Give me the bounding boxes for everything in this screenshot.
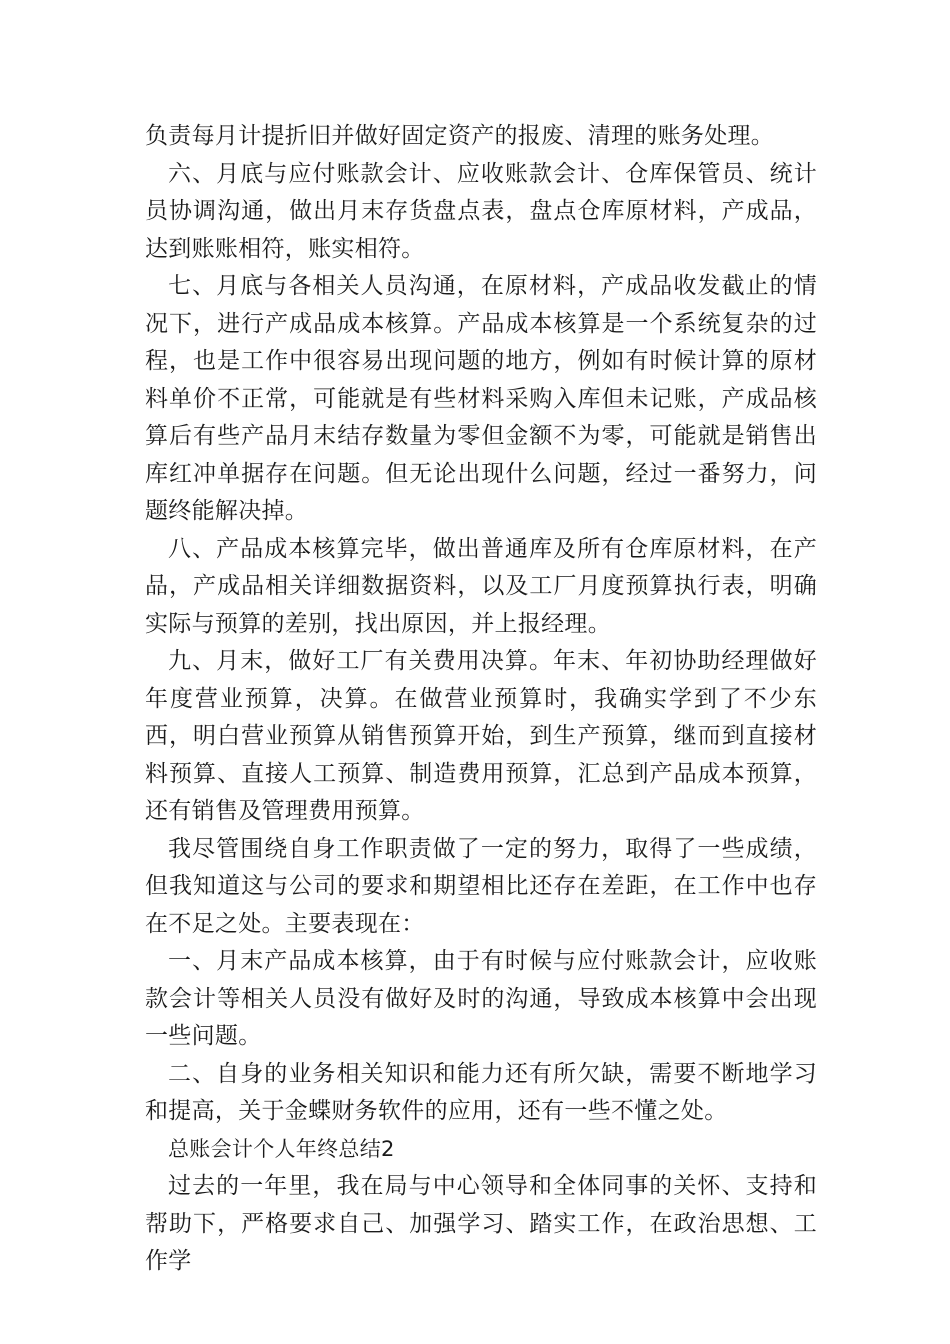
paragraph-shortcoming-1: 一、月末产品成本核算，由于有时候与应付账款会计，应收账款会计等相关人员没有做好及时的沟通，导致成本核算中会出现一些问题。 xyxy=(145,948,817,1049)
paragraph-item-7: 七、月底与各相关人员沟通，在原材料，产成品收发截止的情况下，进行产成品成本核算。产品成本核算是一个系统复杂的过程，也是工作中很容易出现问题的地方，例如有时候计算的原材料单价不正常，可能就是有些材料采购入库但未记账，产成品核算后有些产品月末结存数量为零但金额不为零，可能就是销售出库红冲单据存在问题。但无论出现什么问题，经过一番努力，问题终能解决掉。 xyxy=(145,273,817,524)
paragraph-continuation: 负责每月计提折旧并做好固定资产的报废、清理的账务处理。 xyxy=(145,123,775,149)
paragraph-item-9: 九、月末，做好工厂有关费用决算。年末、年初协助经理做好年度营业预算，决算。在做营业预算时，我确实学到了不少东西，明白营业预算从销售预算开始，到生产预算，继而到直接材料预算、直接人工预算、制造费用预算，汇总到产品成本预算，还有销售及管理费用预算。 xyxy=(145,648,817,824)
paragraph-item-8: 八、产品成本核算完毕，做出普通库及所有仓库原材料，在产品，产成品相关详细数据资料，以及工厂月度预算执行表，明确实际与预算的差别，找出原因，并上报经理。 xyxy=(145,535,817,637)
paragraph-shortcoming-2: 二、自身的业务相关知识和能力还有所欠缺，需要不断地学习和提高，关于金蝶财务软件的应用，还有一些不懂之处。 xyxy=(145,1060,817,1124)
paragraph-item-6: 六、月底与应付账款会计、应收账款会计、仓库保管员、统计员协调沟通，做出月末存货盘点表，盘点仓库原材料，产成品，达到账账相符，账实相符。 xyxy=(145,160,817,262)
section-heading: 总账会计个人年终总结2 xyxy=(168,1136,395,1161)
paragraph-shortcomings-intro: 我尽管围绕自身工作职责做了一定的努力，取得了一些成绩，但我知道这与公司的要求和期望相比还存在差距，在工作中也存在不足之处。主要表现在： xyxy=(145,835,817,937)
paragraph-summary-2-intro: 过去的一年里，我在局与中心领导和全体同事的关怀、支持和帮助下，严格要求自己、加强学习、踏实工作，在政治思想、工作学 xyxy=(145,1173,817,1274)
document-body xyxy=(145,118,817,1281)
